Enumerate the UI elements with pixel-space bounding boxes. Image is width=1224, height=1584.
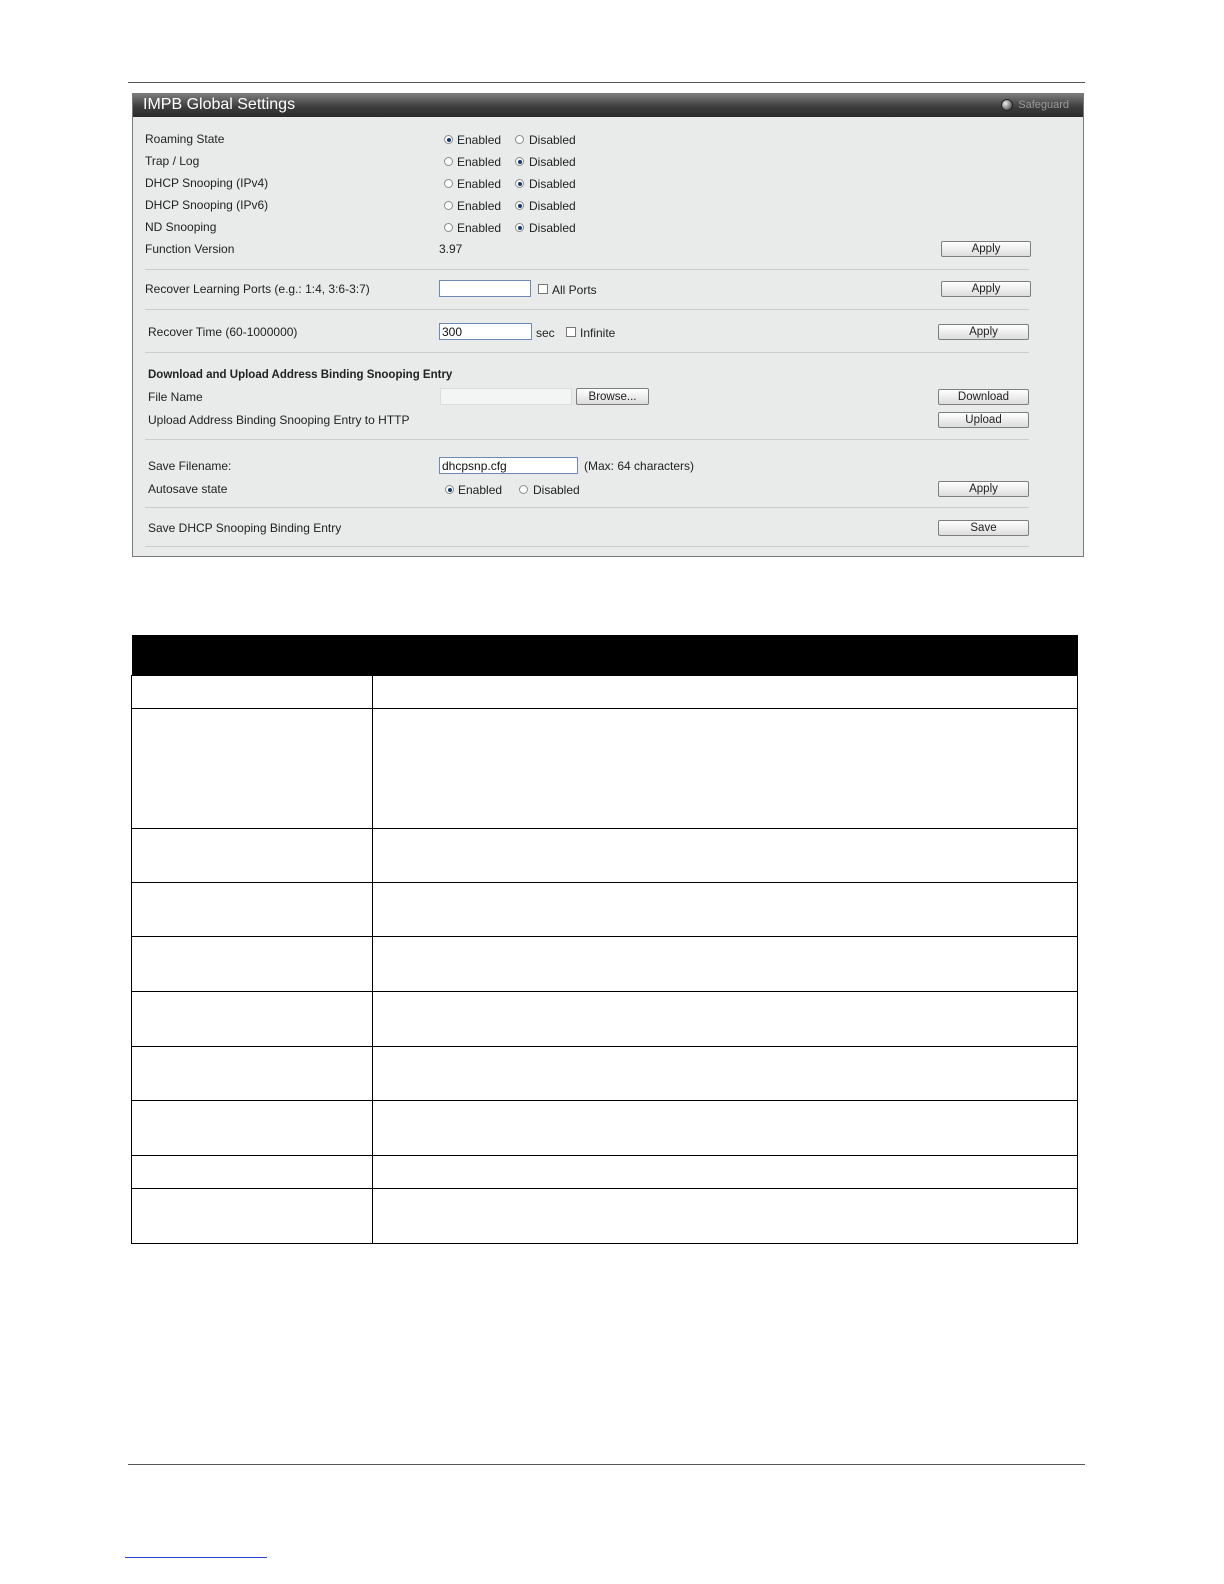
roaming-state-disabled-radio[interactable] [515,135,524,144]
save-button[interactable]: Save [938,520,1029,536]
dhcp-snooping-ipv6-enabled-radio[interactable] [444,201,453,210]
save-binding-entry-label: Save DHCP Snooping Binding Entry [148,521,342,535]
safeguard-icon [1001,99,1013,111]
table-row [132,1047,1078,1101]
roaming-state-enabled-radio[interactable] [444,135,453,144]
autosave-state-label: Autosave state [148,482,228,496]
upload-button[interactable]: Upload [938,412,1029,428]
autosave-disabled-radio[interactable] [519,485,528,494]
download-button[interactable]: Download [938,389,1029,405]
separator [145,352,1029,353]
recover-learning-ports-label: Recover Learning Ports (e.g.: 1:4, 3:6-3:7) [145,282,370,296]
table-header-parameter [132,635,373,676]
dhcp-snooping-ipv4-enabled-radio[interactable] [444,179,453,188]
nd-snooping-enabled-radio[interactable] [444,223,453,232]
nd-snooping-enabled-label: Enabled [457,221,502,235]
save-filename-input[interactable] [439,457,578,474]
table-row [132,676,1078,709]
trap-log-enabled-label: Enabled [457,155,502,169]
roaming-state-label: Roaming State [145,132,225,146]
function-version-label: Function Version [145,242,235,256]
trap-log-disabled-label: Disabled [529,155,576,169]
panel-title: IMPB Global Settings [143,96,296,113]
function-version-apply-button[interactable]: Apply [941,241,1031,257]
separator [145,309,1029,310]
autosave-enabled-label: Enabled [458,483,503,497]
table-row [132,1101,1078,1156]
table-row [132,937,1078,992]
separator [145,439,1029,440]
table-header-row [132,635,1078,676]
autosave-apply-button[interactable]: Apply [938,481,1029,497]
autosave-enabled-radio[interactable] [445,485,454,494]
dhcp-snooping-ipv6-disabled-label: Disabled [529,199,576,213]
dhcp-snooping-ipv4-disabled-label: Disabled [529,177,576,191]
dhcp-snooping-ipv4-enabled-label: Enabled [457,177,502,191]
description-table [131,635,1078,1244]
trap-log-enabled-radio[interactable] [444,157,453,166]
file-name-label: File Name [148,390,203,404]
roaming-state-enabled-label: Enabled [457,133,502,147]
dhcp-snooping-ipv6-disabled-radio[interactable] [515,201,524,210]
table-row [132,1189,1078,1244]
dhcp-snooping-ipv6-enabled-label: Enabled [457,199,502,213]
nd-snooping-disabled-radio[interactable] [515,223,524,232]
trap-log-label: Trap / Log [145,154,200,168]
upload-entry-label: Upload Address Binding Snooping Entry to HTTP [148,413,410,427]
recover-time-input[interactable] [439,323,532,340]
infinite-checkbox[interactable] [566,327,576,337]
browse-button[interactable]: Browse... [576,388,649,405]
recover-learning-ports-input[interactable] [439,280,531,297]
separator [145,546,1029,547]
footer-link[interactable] [125,1557,267,1558]
infinite-label: Infinite [580,326,616,340]
safeguard-indicator [1001,99,1069,111]
table-row [132,883,1078,937]
roaming-state-disabled-label: Disabled [529,133,576,147]
table-row [132,709,1078,829]
save-filename-hint: (Max: 64 characters) [584,459,695,473]
all-ports-checkbox[interactable] [538,284,548,294]
page-header-rule [128,82,1085,83]
table-header-description [373,635,1078,676]
function-version-value: 3.97 [439,242,463,256]
page-footer-rule [128,1464,1085,1465]
autosave-disabled-label: Disabled [533,483,580,497]
recover-time-label: Recover Time (60-1000000) [148,325,298,339]
separator [145,507,1029,508]
separator [145,269,1029,270]
panel-titlebar [133,94,1083,117]
trap-log-disabled-radio[interactable] [515,157,524,166]
table-row [132,992,1078,1047]
recover-ports-apply-button[interactable]: Apply [941,281,1031,297]
recover-time-apply-button[interactable]: Apply [938,324,1029,340]
table-row [132,829,1078,883]
dhcp-snooping-ipv4-disabled-radio[interactable] [515,179,524,188]
download-upload-heading: Download and Upload Address Binding Snooping Entry [148,369,453,381]
nd-snooping-label: ND Snooping [145,220,217,234]
dhcp-snooping-ipv6-label: DHCP Snooping (IPv6) [145,198,269,212]
recover-time-unit: sec [536,326,555,340]
dhcp-snooping-ipv4-label: DHCP Snooping (IPv4) [145,176,269,190]
nd-snooping-disabled-label: Disabled [529,221,576,235]
impb-global-settings-panel [132,93,1084,557]
all-ports-label: All Ports [552,283,597,297]
table-row [132,1156,1078,1189]
safeguard-label: Safeguard [1018,99,1069,111]
file-name-input[interactable] [440,388,572,405]
save-filename-label: Save Filename: [148,459,232,473]
